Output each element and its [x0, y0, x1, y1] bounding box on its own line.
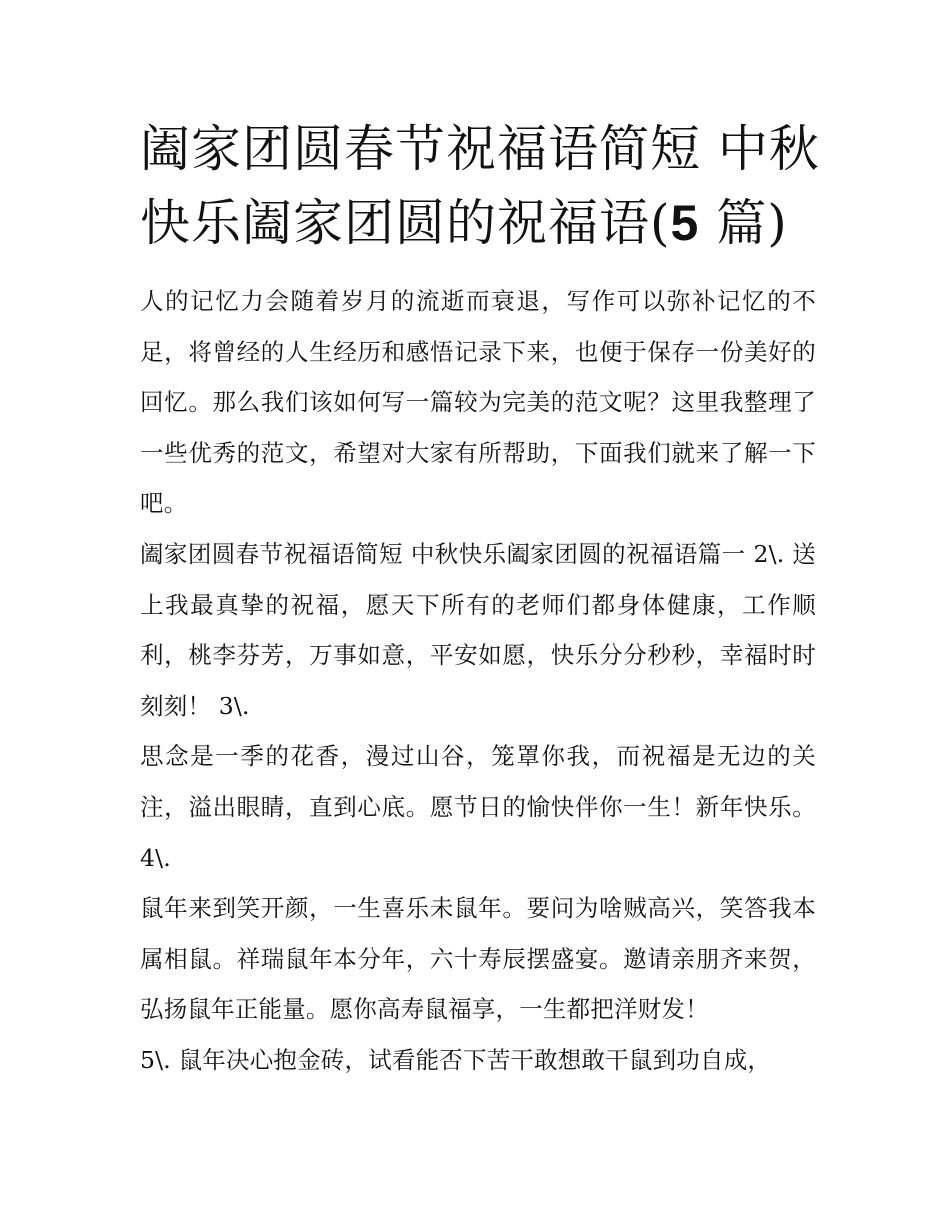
document-body — [140, 276, 816, 1086]
title-suffix: 篇) — [699, 194, 788, 252]
greeting-paragraph-3: 鼠年来到笑开颜，一生喜乐未鼠年。要问为啥贼高兴，笑答我本属相鼠。祥瑞鼠年本分年，六十寿辰摆盛宴。邀请亲朋齐来贺，弘扬鼠年正能量。愿你高寿鼠福享，一生都把洋财发！ — [140, 894, 816, 1024]
title-count: 5 — [670, 195, 700, 251]
document-title — [140, 112, 820, 260]
intro-paragraph: 人的记忆力会随着岁月的流逝而衰退，写作可以弥补记忆的不足，将曾经的人生经历和感悟记录下来，也便于保存一份美好的回忆。那么我们该如何写一篇较为完美的范文呢？这里我整理了一些优秀的范文，希望对大家有所帮助，下面我们就来了解一下吧。 — [140, 287, 816, 518]
greeting-paragraph-2: 思念是一季的花香，漫过山谷，笼罩你我，而祝福是无边的关注，溢出眼睛，直到心底。愿节日的愉快伴你一生！新年快乐。 4\. — [140, 742, 816, 872]
title-text: 阖家团圆春节祝福语简短 中秋快乐阖家团圆的祝福语( — [140, 120, 820, 252]
greeting-paragraph-4: 5\. 鼠年决心抱金砖，试看能否下苦干敢想敢干鼠到功自成， — [140, 1045, 772, 1074]
greeting-paragraph-1: 阖家团圆春节祝福语简短 中秋快乐阖家团圆的祝福语篇一 2\. 送上我最真挚的祝福，愿天下所有的老师们都身体健康，工作顺利，桃李芬芳，万事如意，平安如愿，快乐分分秒秒，幸福时时刻刻！ 3\. — [140, 539, 816, 720]
